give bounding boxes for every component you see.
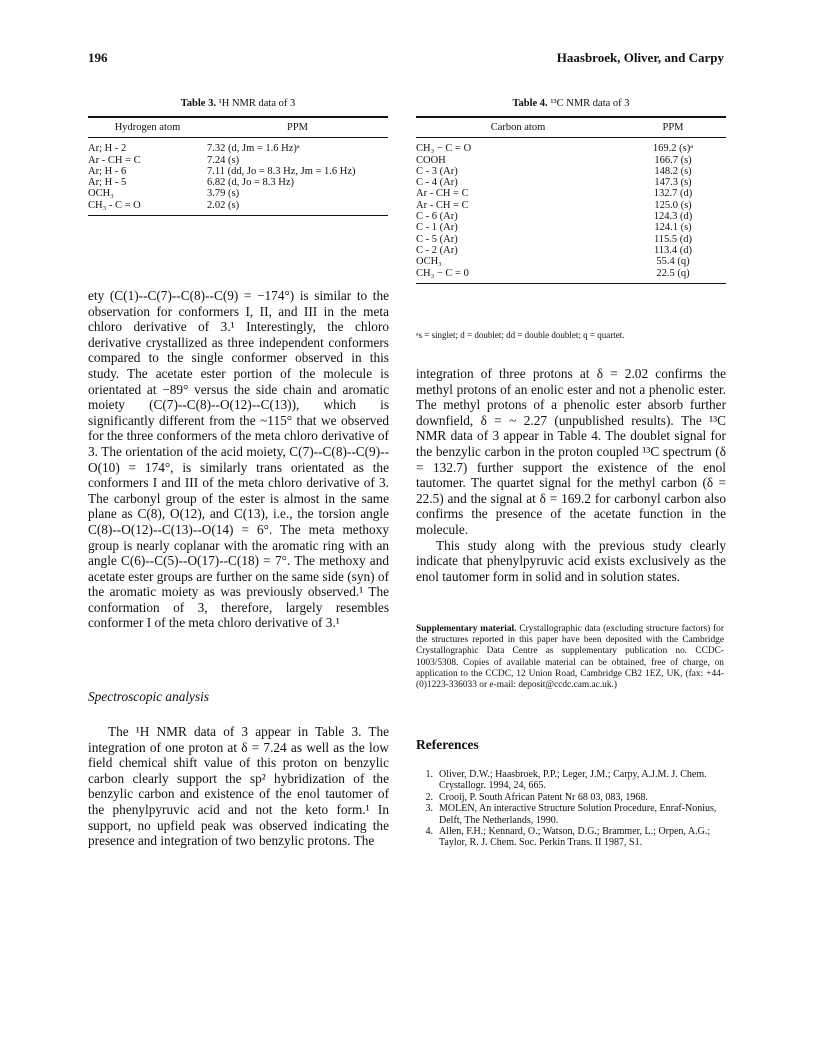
table-row [416, 177, 726, 188]
table4-title: ¹³C NMR data of 3 [550, 98, 630, 109]
right-column-text [416, 366, 726, 584]
table-row [416, 155, 726, 166]
table-row [88, 166, 388, 177]
table3-atom: Ar - CH = C [88, 154, 141, 166]
table4-atom: COOH [416, 154, 446, 166]
table3-ppm: 7.24 (s) [207, 154, 240, 166]
table-row [416, 234, 726, 245]
table4-atom: Ar - CH = C [416, 199, 469, 211]
table4-header-ppm: PPM [620, 117, 726, 138]
table3-atom: Ar; H - 5 [88, 177, 127, 189]
section-heading-spectroscopic: Spectroscopic analysis [88, 689, 210, 704]
left-column-text [88, 288, 389, 631]
table4-atom: OCH₃ [416, 256, 442, 268]
table3-ppm: 2.02 (s) [207, 200, 388, 216]
table3-ppm: 6.82 (d, Jo = 8.3 Hz) [207, 177, 294, 189]
table-row [416, 268, 726, 284]
table4-ppm: 125.0 (s) [654, 199, 692, 211]
table4-ppm: 148.2 (s) [654, 165, 692, 177]
table4-ppm: 124.3 (d) [653, 211, 693, 223]
left-paragraph-1: ety (C(1)--C(7)--C(8)--C(9) = −174°) is similar to the observation for conformers I, II, and III in the meta chloro derivative of 3.¹ Interestingly, the chloro derivative crystallized as three independent conformers compared to the single conformer observed in this study. The acetate ester portion of the molecule is orientated at −89° versus the side chain and aromatic moiety (C(7)--C(8)--O(12)--C(13)), which is significantly different from the ~115° that we observed for the three conformers of the meta chloro derivative of 3. The orientation of the acid moiety, C(7)--C(8)--C(9)--O(10) = 174°, is similarly trans orientated as the conformers I and III of the meta chloro derivative of 3. The carbonyl group of the ester is almost in the same plane as C(8), O(12), and C(13), i.e., the torsion angle C(8)--O(12)--C(13)--O(14) = 6°. The meta methoxy group is nearly coplanar with the aromatic ring with an angle C(6)--C(5)--O(17)--C(18) = 7°. The methoxy and acetate ester groups are further on the same side (syn) of the aromatic moiety as was previously observed.¹ The conformation of 3, therefore, largely resembles conformer I of the meta chloro derivative of 3.¹ [88, 288, 389, 631]
table3-caption [88, 98, 388, 109]
table-row [88, 200, 388, 216]
table4-ppm: 132.7 (d) [653, 188, 693, 200]
table-row [416, 211, 726, 222]
supplementary-text: Crystallographic data (excluding structure factors) for the structures reported in this paper have been deposited with the Cambridge Crystallographic Data Centre as supplementary publication no. CCDC-1003/5308. Copies of available material can be obtained, free of charge, on application to the CCDC, 12 Union Road, Cambridge CB2 1EZ, UK, (fax: +44-(0)1223-336033 or e-mail: deposit@ccdc.cam.ac.uk.) [416, 624, 724, 691]
table4-atom: CH₃ − C = 0 [416, 268, 620, 284]
table3-title: ¹H NMR data of 3 [218, 98, 296, 109]
table4-ppm: 113.4 (d) [653, 244, 693, 256]
table-row [416, 222, 726, 233]
table4-atom: CH₃ − C = O [416, 143, 472, 155]
table4-ppm: 147.3 (s) [654, 177, 692, 189]
supplementary-label: Supplementary material. [416, 624, 517, 634]
table3-atom: CH₃ - C = O [88, 200, 207, 216]
table4-atom: C - 3 (Ar) [416, 165, 458, 177]
table3-ppm: 7.32 (d, Jm = 1.6 Hz)ᵃ [207, 143, 300, 155]
table-row [416, 245, 726, 256]
table-row [416, 166, 726, 177]
table3-atom: Ar; H - 2 [88, 143, 127, 155]
table-row [416, 256, 726, 267]
table3-header-atom: Hydrogen atom [88, 117, 207, 138]
table-row [88, 177, 388, 188]
running-header-authors: Haasbroek, Oliver, and Carpy [556, 50, 724, 65]
table4-atom: C - 6 (Ar) [416, 211, 458, 223]
table-row [416, 188, 726, 199]
table3-ppm: 7.11 (dd, Jo = 8.3 Hz, Jm = 1.6 Hz) [207, 165, 356, 177]
table4-ppm: 55.4 (q) [656, 256, 690, 268]
reference-text: Oliver, D.W.; Haasbroek, P.P.; Leger, J.M.; Carpy, A.J.M. J. Chem. Crystallogr. 1994, 24, 665. [439, 769, 707, 792]
table4-ppm: 22.5 (q) [620, 268, 726, 284]
supplementary-material [416, 624, 724, 691]
table4-header-atom: Carbon atom [416, 117, 620, 138]
table3-header-ppm: PPM [207, 117, 388, 138]
table3-atom: Ar; H - 6 [88, 165, 127, 177]
reference-text: Crooij, P. South African Patent Nr 68 03, 083, 1968. [439, 791, 648, 803]
reference-number: 1. [425, 769, 433, 780]
table4-ppm: 115.5 (d) [653, 233, 693, 245]
table4-atom: C - 4 (Ar) [416, 177, 458, 189]
table3 [88, 116, 388, 216]
left-column-text-2 [88, 724, 389, 849]
table3-ppm: 3.79 (s) [207, 188, 240, 200]
references-list [416, 769, 726, 849]
references-heading: References [416, 737, 479, 752]
reference-number: 3. [425, 803, 433, 815]
table3-label: Table 3. [180, 98, 216, 109]
table-row [88, 188, 388, 199]
table4-atom: C - 5 (Ar) [416, 233, 458, 245]
reference-number: 2. [425, 791, 433, 803]
table3-atom: OCH₃ [88, 188, 114, 200]
table4 [416, 116, 726, 284]
table4-ppm: 166.7 (s) [654, 154, 692, 166]
table-row [88, 155, 388, 166]
table4-atom: C - 2 (Ar) [416, 244, 458, 256]
table4-atom: Ar - CH = C [416, 188, 469, 200]
table4-footnote: ᵃs = singlet; d = doublet; dd = double doublet; q = quartet. [416, 330, 625, 340]
table4-ppm: 169.2 (s)ᵃ [652, 143, 694, 155]
right-paragraph-1: integration of three protons at δ = 2.02 confirms the methyl protons of an enolic ester and not a phenolic ester. The methyl protons of a phenolic ester absorb further downfield, δ = ~ 2.27 (unpublished results). The ¹³C NMR data of 3 appear in Table 4. The doublet signal for the benzylic carbon in the proton coupled ¹³C spectrum (δ = 132.7) further support the existence of the enol tautomer. The quartet signal for the methyl carbon (δ = 22.5) and the signal at δ = 169.2 for carbonyl carbon also confirms the presence of the acetate function in the molecule. [416, 366, 726, 537]
table-row [88, 138, 388, 155]
table-row [416, 200, 726, 211]
page-number: 196 [88, 50, 108, 65]
reference-text: MOLEN, An interactive Structure Solution Procedure, Enraf-Nonius, Delft, The Netherlands, 1990. [439, 803, 717, 826]
list-item [416, 803, 726, 826]
table-row [416, 138, 726, 155]
table4-atom: C - 1 (Ar) [416, 222, 458, 234]
left-paragraph-2: The ¹H NMR data of 3 appear in Table 3. The integration of one proton at δ = 7.24 as well as the low field chemical shift value of this proton on benzylic carbon clearly support the sp² hybridization of the benzylic carbon and existence of the enol tautomer of the phenylpyruvic acid and not the keto form.¹ In support, no upfield peak was observed indicating the presence and integration of two benzylic protons. The [88, 724, 389, 849]
table4-caption [416, 98, 726, 109]
table4-ppm: 124.1 (s) [654, 222, 692, 234]
reference-number: 4. [425, 826, 433, 838]
list-item [416, 792, 726, 803]
right-paragraph-2: This study along with the previous study clearly indicate that phenylpyruvic acid exists exclusively as the enol tautomer form in solid and in solution states. [416, 537, 726, 584]
list-item [416, 769, 726, 792]
reference-text: Allen, F.H.; Kennard, O.; Watson, D.G.; Brammer, L.; Orpen, A.G.; Taylor, R. J. Chem. Soc. Perkin Trans. II 1987, S1. [439, 826, 711, 849]
table4-label: Table 4. [512, 98, 548, 109]
list-item [416, 826, 726, 849]
